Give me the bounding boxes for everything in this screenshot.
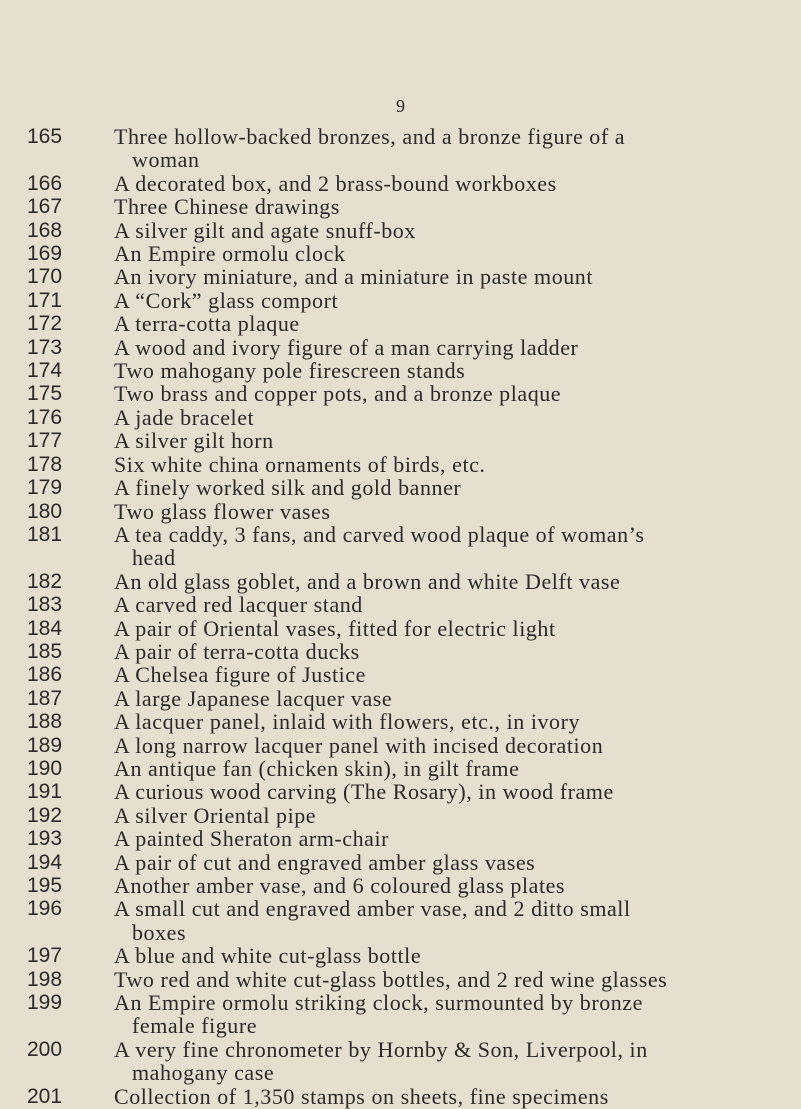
lot-description — [114, 125, 772, 172]
lot-description-line: boxes — [132, 919, 187, 945]
lot-number: 187 — [27, 686, 63, 710]
lot-number: 194 — [27, 850, 63, 874]
lot-description — [114, 406, 772, 429]
lot-description — [114, 429, 772, 452]
lot-number: 199 — [27, 991, 63, 1015]
lot-description-line: Collection of 1,350 stamps on sheets, fine specimens — [114, 1083, 609, 1109]
lot-row — [0, 219, 801, 242]
lot-row — [0, 195, 801, 218]
page-number: 9 — [396, 96, 405, 116]
lot-description — [114, 219, 772, 242]
lot-row — [0, 851, 801, 874]
lot-row — [0, 523, 801, 570]
lot-row — [0, 570, 801, 593]
lot-description — [114, 968, 772, 991]
lot-description — [114, 663, 772, 686]
lot-description — [114, 640, 772, 663]
lot-description-line: An Empire ormolu striking clock, surmounted by bronze — [114, 990, 643, 1016]
lot-row — [0, 780, 801, 803]
lot-description — [114, 734, 772, 757]
lot-row — [0, 453, 801, 476]
lot-number: 196 — [27, 897, 63, 921]
lot-number: 176 — [27, 405, 63, 429]
lot-number: 197 — [27, 944, 63, 968]
lot-description-line: An ivory miniature, and a miniature in paste mount — [114, 264, 594, 290]
lot-number: 178 — [27, 452, 63, 476]
lot-description — [114, 991, 772, 1038]
lot-number: 165 — [27, 125, 63, 148]
lot-description-line: A silver gilt horn — [114, 428, 274, 454]
lot-description-line: female figure — [132, 1013, 258, 1039]
lot-description — [114, 687, 772, 710]
lot-row — [0, 757, 801, 780]
lot-number: 186 — [27, 663, 63, 687]
lot-description — [114, 172, 772, 195]
lot-number: 195 — [27, 874, 63, 897]
lot-row — [0, 968, 801, 991]
lot-description — [114, 804, 772, 827]
lot-description — [114, 1038, 772, 1085]
lot-description-line: A curious wood carving (The Rosary), in wood frame — [114, 779, 614, 805]
lot-description-line: A carved red lacquer stand — [114, 592, 363, 618]
lot-number: 192 — [27, 803, 63, 827]
lot-description-line: A pair of cut and engraved amber glass vases — [114, 849, 536, 875]
lot-number: 180 — [27, 499, 63, 523]
lot-number: 182 — [27, 569, 63, 593]
lot-description-line: A blue and white cut-glass bottle — [114, 943, 422, 969]
lot-description-line: A pair of terra-cotta ducks — [114, 638, 360, 664]
lot-number: 184 — [27, 616, 63, 640]
lot-description — [114, 757, 772, 780]
lot-description — [114, 195, 772, 218]
lot-row — [0, 242, 801, 265]
lot-description — [114, 289, 772, 312]
lot-number: 172 — [27, 312, 63, 336]
lot-description — [114, 265, 772, 288]
lot-description-line: An Empire ormolu clock — [114, 241, 346, 267]
lot-description-line: A finely worked silk and gold banner — [114, 475, 462, 501]
lot-description — [114, 874, 772, 897]
lot-number: 193 — [27, 827, 63, 851]
lot-description-line: A silver Oriental pipe — [114, 802, 317, 828]
lot-description-line: A pair of Oriental vases, fitted for electric light — [114, 615, 556, 641]
lot-description — [114, 593, 772, 616]
lot-number: 166 — [27, 171, 63, 195]
lot-description — [114, 336, 772, 359]
lot-row — [0, 640, 801, 663]
lot-number: 188 — [27, 710, 63, 734]
lot-description — [114, 242, 772, 265]
lot-description-line: A jade bracelet — [114, 404, 255, 430]
lot-row — [0, 1038, 801, 1085]
lot-description-line: A “Cork” glass comport — [114, 287, 339, 313]
lot-row — [0, 429, 801, 452]
lot-description-line: Three Chinese drawings — [114, 194, 340, 220]
lot-description-line: Three hollow-backed bronzes, and a bronze figure of a — [114, 124, 626, 149]
lot-number: 170 — [27, 265, 63, 289]
lot-description-line: A Chelsea figure of Justice — [114, 662, 366, 688]
lot-row — [0, 1085, 801, 1108]
lot-description-line: An old glass goblet, and a brown and white Delft vase — [114, 568, 621, 594]
lot-row — [0, 382, 801, 405]
lot-row — [0, 944, 801, 967]
lot-description — [114, 523, 772, 570]
lot-description-line: A silver gilt and agate snuff-box — [114, 217, 416, 243]
lot-number: 183 — [27, 593, 63, 617]
lot-number: 167 — [27, 195, 63, 219]
lot-list — [0, 125, 801, 1108]
lot-description-line: woman — [132, 147, 200, 173]
lot-row — [0, 710, 801, 733]
lot-number: 191 — [27, 780, 63, 804]
lot-description — [114, 500, 772, 523]
lot-number: 179 — [27, 476, 63, 500]
lot-description-line: A lacquer panel, inlaid with flowers, etc., in ivory — [114, 709, 581, 735]
lot-row — [0, 289, 801, 312]
lot-number: 169 — [27, 242, 63, 266]
lot-description-line: A very fine chronometer by Hornby & Son, Liverpool, in — [114, 1036, 648, 1062]
lot-description-line: A painted Sheraton arm-chair — [114, 826, 390, 852]
lot-description-line: A large Japanese lacquer vase — [114, 685, 393, 711]
lot-row — [0, 500, 801, 523]
lot-row — [0, 265, 801, 288]
lot-number: 189 — [27, 733, 63, 757]
lot-row — [0, 897, 801, 944]
lot-number: 173 — [27, 335, 63, 359]
lot-number: 168 — [27, 218, 63, 242]
lot-description — [114, 476, 772, 499]
lot-description — [114, 359, 772, 382]
lot-description — [114, 1085, 772, 1108]
lot-description — [114, 944, 772, 967]
lot-number: 174 — [27, 359, 63, 383]
lot-description-line: Two brass and copper pots, and a bronze plaque — [114, 381, 562, 407]
lot-number: 198 — [27, 967, 63, 991]
lot-row — [0, 476, 801, 499]
lot-description-line: Two red and white cut-glass bottles, and 2 red wine glasses — [114, 966, 668, 992]
lot-description — [114, 710, 772, 733]
lot-number: 175 — [27, 382, 63, 406]
lot-row — [0, 991, 801, 1038]
lot-description-line: Six white china ornaments of birds, etc. — [114, 451, 486, 477]
lot-number: 171 — [27, 288, 63, 312]
lot-row — [0, 593, 801, 616]
lot-number: 185 — [27, 639, 63, 663]
lot-description — [114, 570, 772, 593]
lot-description — [114, 780, 772, 803]
lot-description-line: A decorated box, and 2 brass-bound workboxes — [114, 170, 557, 196]
lot-description — [114, 851, 772, 874]
lot-row — [0, 312, 801, 335]
lot-row — [0, 617, 801, 640]
lot-row — [0, 336, 801, 359]
lot-description-line: A terra-cotta plaque — [114, 311, 300, 337]
lot-description-line: Two mahogany pole firescreen stands — [114, 358, 466, 384]
lot-description — [114, 827, 772, 850]
lot-number: 201 — [27, 1084, 63, 1108]
lot-description-line: Another amber vase, and 6 coloured glass plates — [114, 873, 566, 898]
lot-row — [0, 359, 801, 382]
lot-description-line: An antique fan (chicken skin), in gilt frame — [114, 755, 520, 781]
lot-row — [0, 687, 801, 710]
lot-description-line: A wood and ivory figure of a man carrying ladder — [114, 334, 579, 360]
lot-number: 177 — [27, 429, 63, 453]
lot-description — [114, 382, 772, 405]
lot-description-line: A tea caddy, 3 fans, and carved wood plaque of woman’s — [114, 521, 645, 547]
lot-number: 200 — [27, 1037, 63, 1061]
lot-description-line: Two glass flower vases — [114, 498, 331, 524]
lot-row — [0, 406, 801, 429]
lot-number: 181 — [27, 522, 63, 546]
lot-number: 190 — [27, 756, 63, 780]
lot-row — [0, 663, 801, 686]
lot-row — [0, 827, 801, 850]
lot-row — [0, 874, 801, 897]
lot-description — [114, 453, 772, 476]
lot-description-line: mahogany case — [132, 1060, 275, 1086]
lot-description — [114, 312, 772, 335]
lot-row — [0, 734, 801, 757]
lot-row — [0, 804, 801, 827]
lot-row — [0, 125, 801, 172]
lot-row — [0, 172, 801, 195]
lot-description-line: head — [132, 545, 176, 571]
lot-description — [114, 617, 772, 640]
lot-description — [114, 897, 772, 944]
lot-description-line: A long narrow lacquer panel with incised decoration — [114, 732, 604, 758]
lot-description-line: A small cut and engraved amber vase, and 2 ditto small — [114, 896, 631, 922]
